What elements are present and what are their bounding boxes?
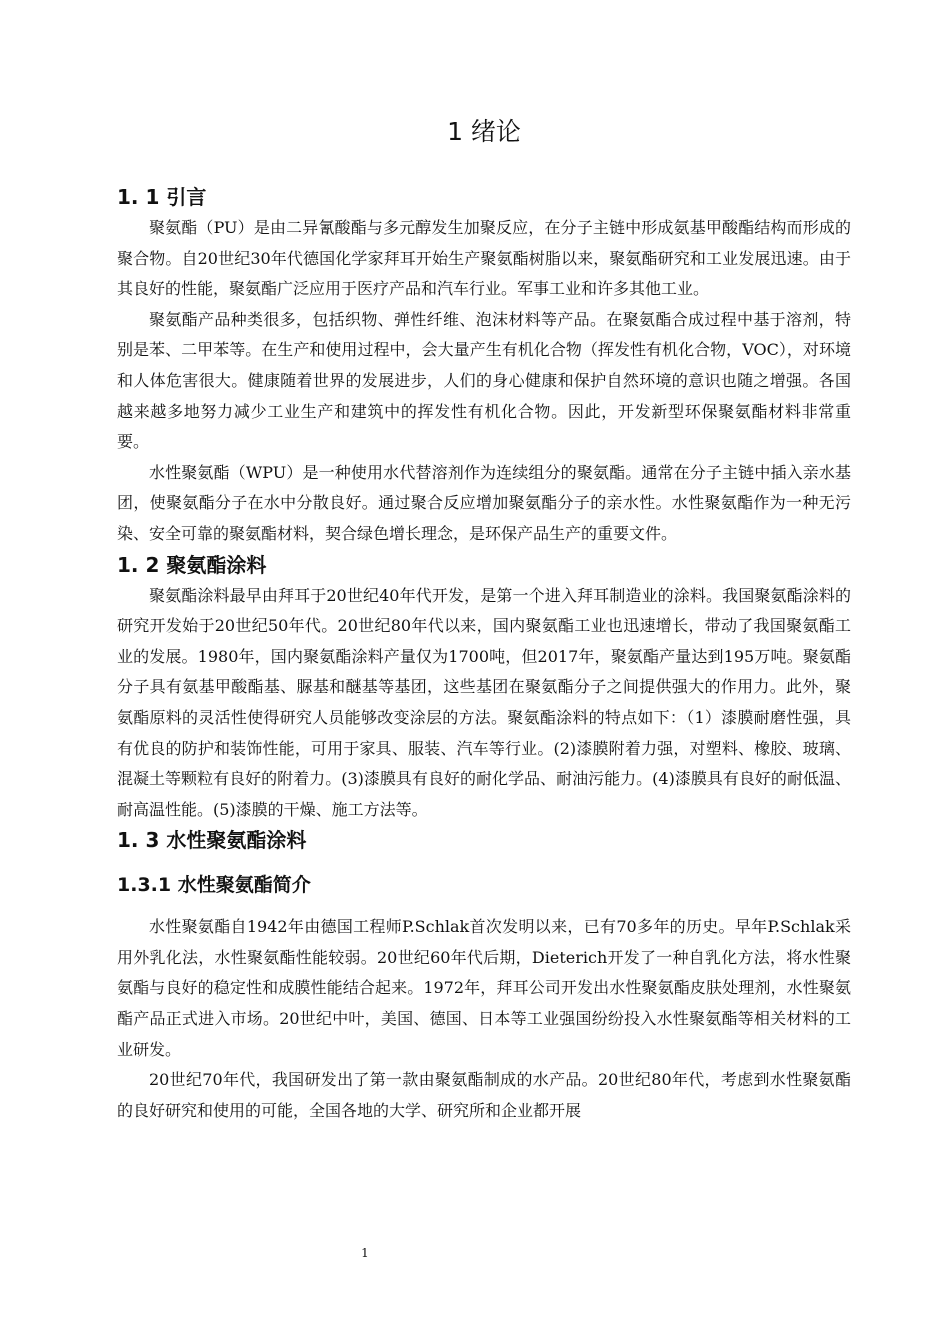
- paragraph: 聚氨酯涂料最早由拜耳于20世纪40年代开发，是第一个进入拜耳制造业的涂料。我国聚氨酯涂料的研究开发始于20世纪50年代。20世纪80年代以来，国内聚氨酯工业也迅速增长，带动了我国聚氨酯工业的发展。1980年，国内聚氨酯涂料产量仅为1700吨，但2017年，聚氨酯产量达到195万吨。聚氨酯分子具有氨基甲酸酯基、脲基和醚基等基团，这些基团在聚氨酯分子之间提供强大的作用力。此外，聚氨酯原料的灵活性使得研究人员能够改变涂层的方法。聚氨酯涂料的特点如下：（1）漆膜耐磨性强，具有优良的防护和装饰性能，可用于家具、服装、汽车等行业。(2)漆膜附着力强，对塑料、橡胶、玻璃、混凝土等颗粒有良好的附着力。(3)漆膜具有良好的耐化学品、耐油污能力。(4)漆膜具有良好的耐低温、耐高温性能。(5)漆膜的干燥、施工方法等。: [117, 585, 851, 819]
- paragraph: 水性聚氨酯自1942年由德国工程师P.Schlak首次发明以来，已有70多年的历史。早年P.Schlak采用外乳化法，水性聚氨酯性能较弱。20世纪60年代后期，Dieterich开发了一种自乳化方法，将水性聚氨酯与良好的稳定性和成膜性能结合起来。1972年，拜耳公司开发出水性聚氨酯皮肤处理剂，水性聚氨酯产品正式进入市场。20世纪中叶，美国、德国、日本等工业强国纷纷投入水性聚氨酯等相关材料的工业研发。: [117, 917, 851, 1059]
- section-heading-1-2: 1. 2 聚氨酯涂料: [117, 552, 267, 577]
- paragraph: 聚氨酯产品种类很多，包括织物、弹性纤维、泡沫材料等产品。在聚氨酯合成过程中基于溶剂，特别是苯、二甲苯等。在生产和使用过程中，会大量产生有机化合物（挥发性有机化合物，VOC），对环境和人体危害很大。健康随着世界的发展进步，人们的身心健康和保护自然环境的意识也随之增强。各国越来越多地努力减少工业生产和建筑中的挥发性有机化合物。因此，开发新型环保聚氨酯材料非常重要。: [117, 309, 851, 452]
- paragraph: 聚氨酯（PU）是由二异氰酸酯与多元醇发生加聚反应，在分子主链中形成氨基甲酸酯结构而形成的聚合物。自20世纪30年代德国化学家拜耳开始生产聚氨酯树脂以来，聚氨酯研究和工业发展迅速。由于其良好的性能，聚氨酯广泛应用于医疗产品和汽车行业。军事工业和许多其他工业。: [117, 218, 851, 299]
- section-heading-1-3: 1. 3 水性聚氨酯涂料: [117, 828, 307, 853]
- paragraph: 水性聚氨酯（WPU）是一种使用水代替溶剂作为连续组分的聚氨酯。通常在分子主链中插入亲水基团，使聚氨酯分子在水中分散良好。通过聚合反应增加聚氨酯分子的亲水性。水性聚氨酯作为一种无污染、安全可靠的聚氨酯材料，契合绿色增长理念，是环保产品生产的重要文件。: [117, 462, 851, 543]
- page-content: [117, 112, 851, 1126]
- chapter-title: 1 绪论: [447, 117, 521, 146]
- subsection-heading-1-3-1: 1.3.1 水性聚氨酯简介: [117, 874, 311, 897]
- section-heading-1-1: 1. 1 引言: [117, 185, 207, 209]
- paragraph: 20世纪70年代，我国研发出了第一款由聚氨酯制成的水产品。20世纪80年代，考虑到水性聚氨酯的良好研究和使用的可能，全国各地的大学、研究所和企业都开展: [117, 1070, 851, 1120]
- page-number: 1: [361, 1246, 369, 1260]
